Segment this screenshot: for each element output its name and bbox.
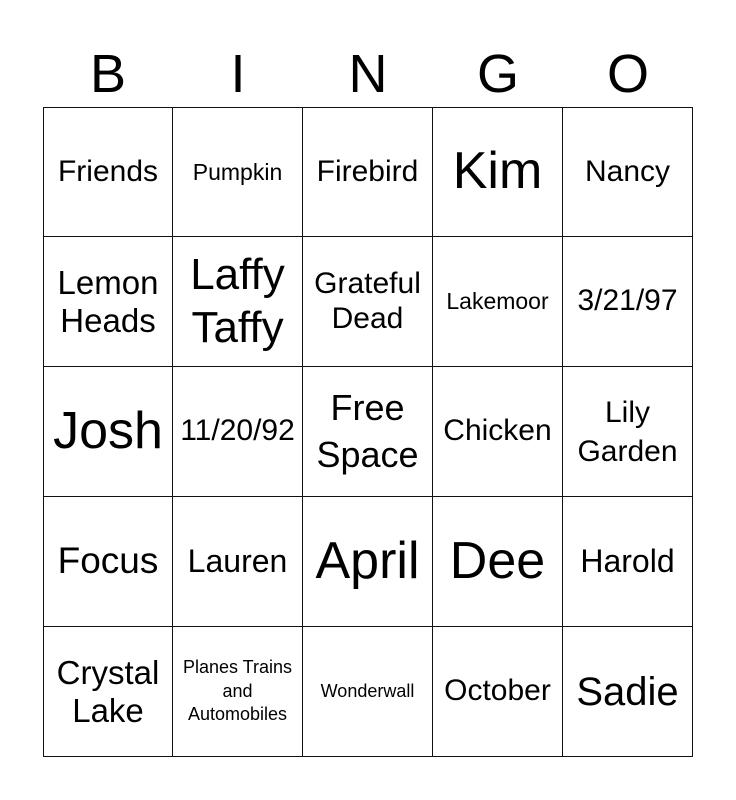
bingo-board (43, 107, 693, 757)
header-letter-n: N (348, 44, 388, 104)
bingo-cell-r4-c4: Dee (433, 497, 563, 627)
bingo-cell-r5-c5: Sadie (563, 627, 693, 757)
header-letter-g: G (476, 44, 519, 104)
bingo-cell-r1-c1: Friends (43, 107, 173, 237)
bingo-cell-r2-c5: 3/21/97 (563, 237, 693, 367)
bingo-cell-r5-c4: October (433, 627, 563, 757)
bingo-cell-r3-c5: Lily Garden (563, 367, 693, 497)
bingo-cell-r2-c3: Grateful Dead (303, 237, 433, 367)
bingo-cell-r5-c3: Wonderwall (303, 627, 433, 757)
bingo-cell-r3-c4: Chicken (433, 367, 563, 497)
bingo-cell-r1-c5: Nancy (563, 107, 693, 237)
bingo-cell-r1-c4: Kim (433, 107, 563, 237)
bingo-cell-r1-c3: Firebird (303, 107, 433, 237)
bingo-header (43, 40, 693, 108)
header-letter-i: I (230, 44, 246, 104)
bingo-cell-r3-c3: Free Space (303, 367, 433, 497)
header-letter-o: O (606, 44, 649, 104)
bingo-cell-r3-c2: 11/20/92 (173, 367, 303, 497)
bingo-cell-r5-c2: Planes Trains and Automobiles (173, 627, 303, 757)
bingo-cell-r4-c5: Harold (563, 497, 693, 627)
bingo-cell-r1-c2: Pumpkin (173, 107, 303, 237)
header-letter-b: B (89, 44, 127, 104)
bingo-cell-r3-c1: Josh (43, 367, 173, 497)
bingo-cell-r2-c1: Lemon Heads (43, 237, 173, 367)
bingo-cell-r4-c3: April (303, 497, 433, 627)
bingo-cell-r2-c2: Laffy Taffy (173, 237, 303, 367)
bingo-cell-r4-c1: Focus (43, 497, 173, 627)
bingo-cell-r5-c1: Crystal Lake (43, 627, 173, 757)
bingo-cell-r2-c4: Lakemoor (433, 237, 563, 367)
bingo-cell-r4-c2: Lauren (173, 497, 303, 627)
